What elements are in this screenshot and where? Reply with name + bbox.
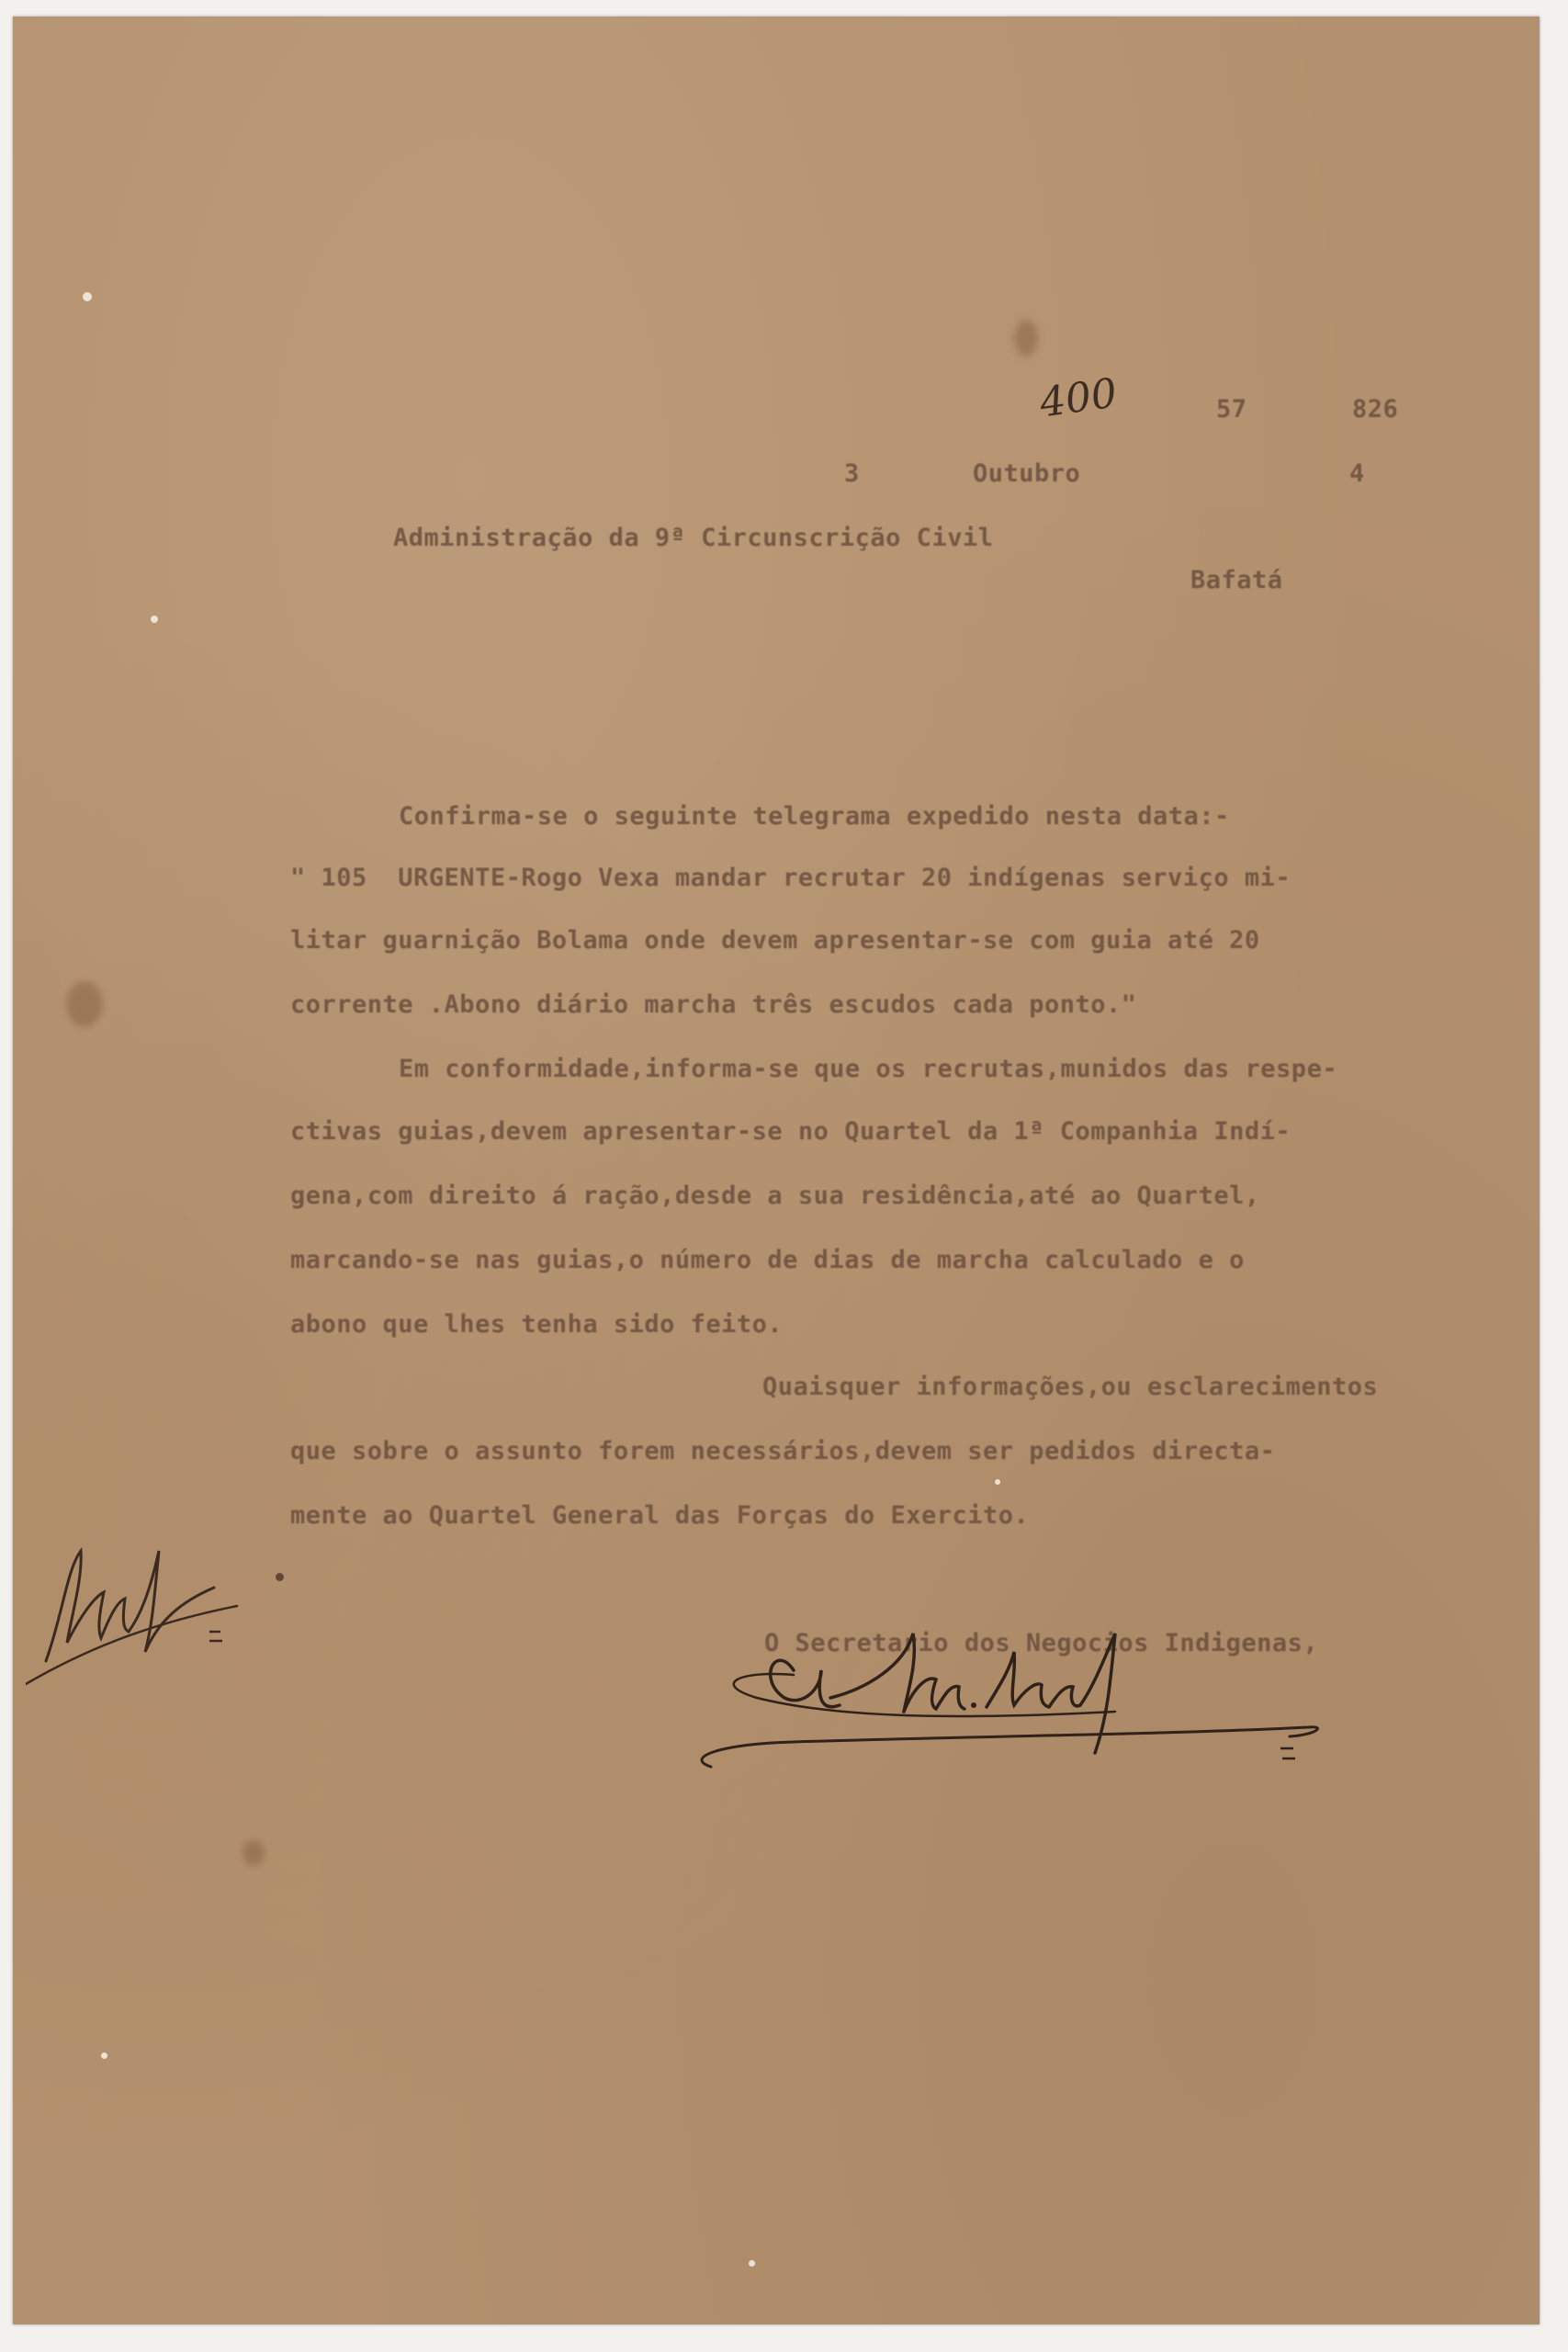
body-line: Confirma-se o seguinte telegrama expedido nesta data:-	[399, 802, 1230, 831]
document-sheet	[13, 17, 1540, 2324]
addressee: Administração da 9ª Circunscrição Civil	[393, 524, 994, 552]
paper-speck	[101, 2052, 107, 2059]
date-month: Outubro	[973, 459, 1081, 488]
body-line: corrente .Abono diário marcha três escudos cada ponto."	[290, 990, 1137, 1019]
paper-stain	[1014, 320, 1038, 356]
body-line: Em conformidade,informa-se que os recrutas,munidos das respe-	[399, 1055, 1338, 1083]
paper-speck	[83, 292, 92, 301]
date-day: 3	[844, 459, 860, 488]
body-line: abono que lhes tenha sido feito.	[290, 1310, 784, 1339]
signatory-title: O Secretario dos Negocios Indigenas,	[764, 1629, 1319, 1657]
reference-code: 826	[1352, 395, 1399, 424]
reference-number: 57	[1216, 395, 1247, 424]
reference-small: 4	[1349, 459, 1365, 488]
margin-initials-signature	[26, 1514, 246, 1689]
body-line: mente ao Quartel General das Forças do Exercito.	[290, 1501, 1030, 1530]
paper-speck	[276, 1573, 284, 1581]
body-line: " 105 URGENTE-Rogo Vexa mandar recrutar 20 indígenas serviço mi-	[290, 864, 1292, 892]
place: Bafatá	[1190, 566, 1283, 594]
body-line: marcando-se nas guias,o número de dias de marcha calculado e o	[290, 1246, 1245, 1274]
body-line: gena,com direito á ração,desde a sua residência,até ao Quartel,	[290, 1182, 1260, 1210]
handwritten-reference: 400	[1036, 369, 1121, 427]
secretary-signature	[683, 1597, 1345, 1781]
body-line: ctivas guias,devem apresentar-se no Quartel da 1ª Companhia Indí-	[290, 1117, 1292, 1146]
paper-speck	[151, 616, 158, 623]
body-line: Quaisquer informações,ou esclarecimentos	[762, 1373, 1379, 1401]
paper-stain	[66, 981, 103, 1027]
paper-speck	[995, 1479, 1000, 1485]
body-line: litar guarnição Bolama onde devem apresentar-se com guia até 20	[290, 926, 1260, 955]
paper-stain	[243, 1840, 265, 1866]
body-line: que sobre o assunto forem necessários,devem ser pedidos directa-	[290, 1437, 1276, 1465]
paper-speck	[749, 2260, 755, 2267]
